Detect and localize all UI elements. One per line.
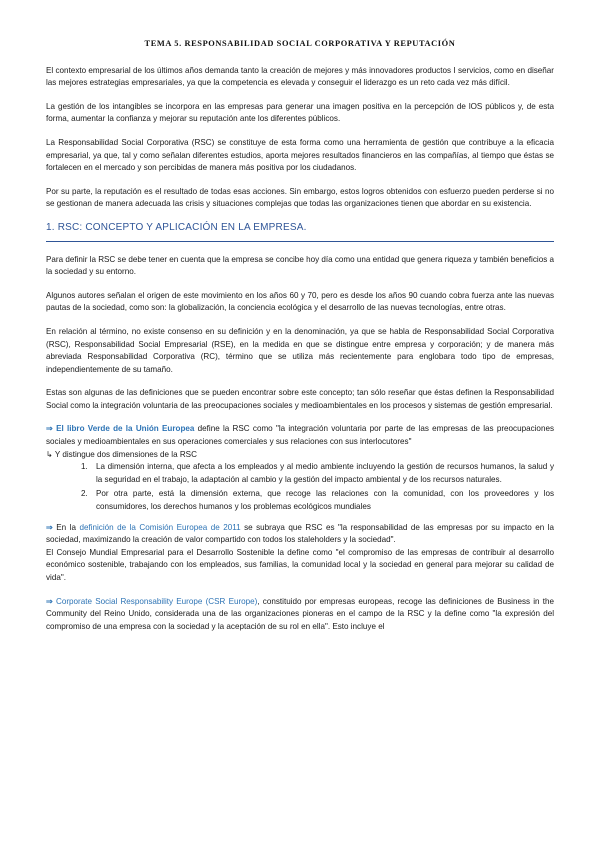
section-paragraph-4: Estas son algunas de las definiciones que se pueden encontrar sobre este concepto; tan sólo reseñar que éstas definen la Responsabilidad Social como la integración voluntaria de las preocupaciones sociales y medioambientales en los procesos y sistemas de gestión empresarial.: [46, 388, 554, 410]
comision-block: [46, 522, 554, 585]
consejo-mundial-paragraph: El Consejo Mundial Empresarial para el Desarrollo Sostenible la define como "el compromiso de las empresas de contribuir al desarrollo económico sostenible, trabajando con los empleados, sus familias, la comunidad local y la sociedad en general para mejorar su calidad de vida".: [46, 547, 554, 582]
arrow-icon: ⇒: [46, 596, 53, 606]
section-paragraph-1: Para definir la RSC se debe tener en cuenta que la empresa se concibe hoy día como una entidad que genera riqueza y también beneficios a la sociedad y su entorno.: [46, 254, 554, 277]
csr-europe-name: Corporate Social Responsability Europe (CSR Europe): [56, 596, 258, 606]
page-title: TEMA 5. RESPONSABILIDAD SOCIAL CORPORATIVA Y REPUTACIÓN: [144, 39, 456, 48]
libro-verde-name: El libro Verde de la Unión Europea: [56, 424, 195, 434]
intro-paragraph-4: Por su parte, la reputación es el resultado de todas esas acciones. Sin embargo, estos logros obtenidos con esfuerzo pueden perderse si no se gestionan de manera adecuada las crisis y situaciones complejas que todas las organizaciones tienen que abordar en su existencia.: [46, 186, 554, 209]
csr-europe-definition: [46, 596, 554, 634]
intro-paragraph-1: El contexto empresarial de los últimos años demanda tanto la creación de mejores y más innovadores productos I servicios, como en diseñar las mejores estrategias empresariales, ya que la competencia es elevada y conseguir el liderazgo es un reto cada vez más difícil.: [46, 65, 554, 88]
comision-pre: En la: [52, 522, 80, 532]
intro-paragraph-2: La gestión de los intangibles se incorpora en las empresas para generar una imagen positiva en la percepción de lOS públicos y, de esta forma, aumentar la confianza y mejorar su reputación ante los diferentes públicos.: [46, 101, 554, 124]
libro-verde-sub: ↳ Y distingue dos dimensiones de la RSC: [46, 449, 197, 459]
libro-verde-definition: [46, 423, 554, 448]
libro-verde-block: [46, 423, 554, 513]
list-item: 1. La dimensión interna, que afecta a los empleados y al medio ambiente incluyendo la gestión de recursos humanos, la salud y la seguridad en el trabajo, la adaptación al cambio y la gestión del impacto ambiental y de los recursos naturales.: [90, 461, 554, 486]
section-paragraph-3: En relación al término, no existe consenso en su definición y en la denominación, ya que se habla de Responsabilidad Social Corporativa (RSC), Responsabilidad Social Empresarial (RSE), en la medida en que se distingue entre empresa y corporación; y de manera más abreviada Responsabilidad Corporativa (RC), término que se utiliza más recientemente para englobara todo tipo de empresas, independientemente de su tamaño.: [46, 326, 554, 374]
section-paragraph-2: Algunos autores señalan el origen de este movimiento en los años 60 y 70, pero es desde los años 90 cuando cobra fuerza ante las nuevas pautas de la sociedad, como son: la globalización, la conciencia ecológica y el desarrollo de las nuevas tecnologías, entre otras.: [46, 290, 554, 313]
list-item: 2. Por otra parte, está la dimensión externa, que recoge las relaciones con la comunidad, con los proveedores y los consumidores, los derechos humanos y los problemas ecológicos mundiales: [90, 488, 554, 513]
csr-europe-text: , constituido por empresas europeas, recoge las definiciones de Business in the Community del Reino Unido, considerada una de las organizaciones pioneras en el campo de la RSC y la define como "la expresión del compromiso de una empresa con la sociedad y la aceptación de su rol en ella". Esto incluye el: [46, 596, 554, 631]
dimensions-list: [46, 461, 554, 513]
arrow-icon: ⇒: [46, 424, 53, 434]
intro-paragraph-3: La Responsabilidad Social Corporativa (RSC) se constituye de esta forma como una herramienta de gestión que contribuye a la eficacia empresarial, ya que, tal y como señalan diferentes estudios, aporta mejores resultados financieros en las compañías, al tiempo que éstas se fortalecen en el mercado y son percibidas de manera más positiva por los ciudadanos.: [46, 137, 554, 173]
comision-text: se subraya que RSC es "la responsabilidad de las empresas por su impacto en la sociedad, maximizando la creación de valor compartido con todos los staleholders y la sociedad".: [46, 522, 555, 545]
libro-verde-text: define la RSC como "la integración voluntaria por parte de las empresas de las preocupaciones sociales y medioambientales en sus operaciones comerciales y sus relaciones con sus interlocutores": [46, 424, 554, 447]
comision-definition: [46, 522, 554, 547]
comision-name: definición de la Comisión Europea de 2011: [79, 522, 241, 532]
section-heading: 1. RSC: CONCEPTO Y APLICACIÓN EN LA EMPRESA.: [46, 222, 554, 242]
arrow-icon: ⇒: [46, 522, 53, 532]
section-spacer: [46, 242, 554, 254]
csr-europe-block: [46, 596, 554, 634]
